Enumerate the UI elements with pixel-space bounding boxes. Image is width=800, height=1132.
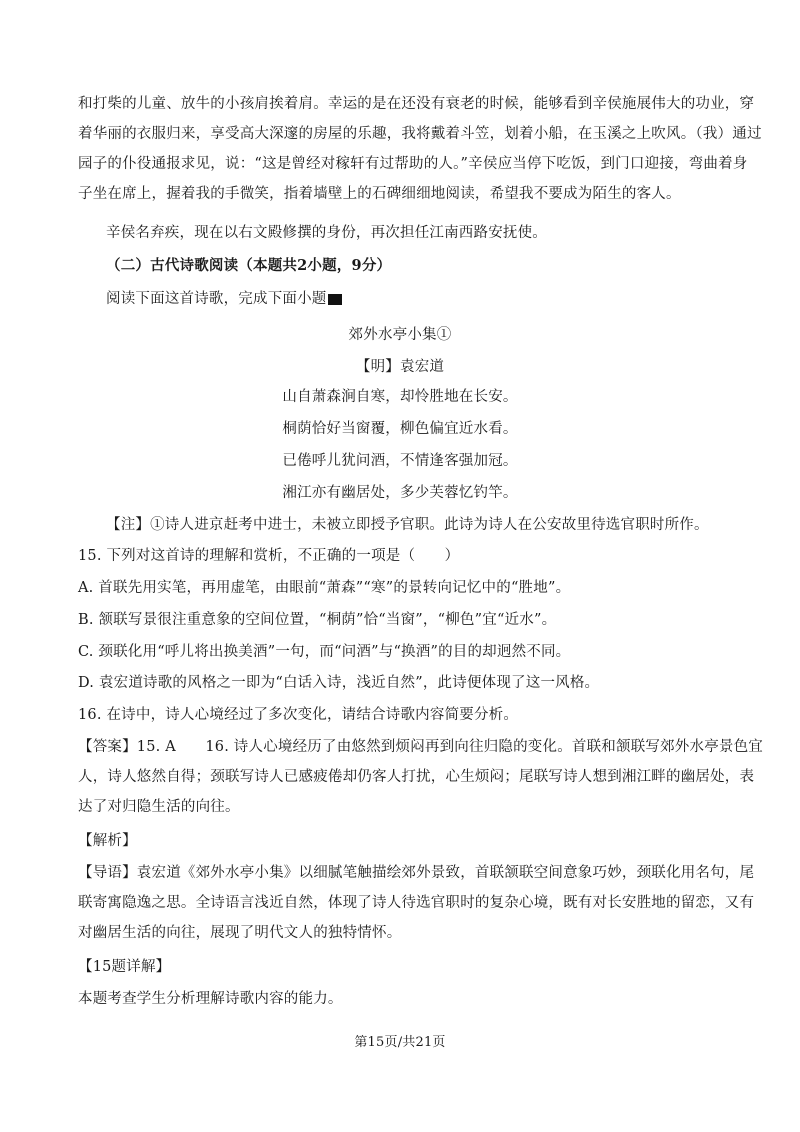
translation-note: 辛侯名弃疾，现在以右文殿修撰的身份，再次担任江南西路安抚使。 [106, 225, 547, 241]
intro-paragraph [78, 89, 762, 209]
guide-line: 对幽居生活的向往，展现了明代文人的独特情怀。 [78, 925, 402, 941]
detail-text: 本题考查学生分析理解诗歌内容的能力。 [78, 991, 343, 1007]
answer-line: 达了对归隐生活的向往。 [78, 799, 240, 815]
guide-block [78, 858, 755, 948]
poem-line: 桐荫恰好当窗覆，柳色偏宜近水看。 [282, 421, 518, 437]
analysis-label: 【解析】 [78, 833, 137, 849]
option-d: D. 袁宏道诗歌的风格之一即为“白话入诗，浅近自然”，此诗便体现了这一风格。 [78, 675, 600, 691]
text-line: 和打柴的儿童、放牛的小孩肩挨着肩。幸运的是在还没有衰老的时候，能够看到辛侯施展伟大的功业，穿 [78, 96, 755, 112]
text-line: 子坐在席上，握着我的手微笑，指着墙壁上的石碑细细地阅读，希望我不要成为陌生的客人。 [78, 186, 681, 202]
poem-title: 郊外水亭小集① [348, 327, 452, 343]
answer-line: 【答案】15. A 16. 诗人心境经历了由悠然到烦闷再到向往归隐的变化。首联和颔联写郊外水亭景色宜 [78, 739, 764, 755]
answer-block [78, 732, 764, 822]
text-line: 着华丽的衣服归来，享受高大深邃的房屋的乐趣，我将戴着斗笠，划着小船，在玉溪之上吹风。（我）通过 [78, 126, 762, 142]
question-15-stem: 15. 下列对这首诗的理解和赏析，不正确的一项是（ ） [78, 548, 460, 564]
option-b: B. 颔联写景很注重意象的空间位置，“桐荫”恰“当窗”，“柳色”宜“近水”。 [78, 612, 557, 628]
instruction: 阅读下面这首诗歌，完成下面小题 [78, 284, 756, 314]
poem-annotation: 【注】①诗人进京赶考中进士，未被立即授予官职。此诗为诗人在公安故里待选官职时所作。 [106, 517, 709, 533]
redaction-mark [328, 294, 342, 305]
section-heading: （二）古代诗歌阅读（本题共2小题，9分） [106, 257, 392, 274]
detail-label: 【15题详解】 [78, 959, 171, 975]
poem-line: 湘江亦有幽居处，多少芙蓉忆钓竿。 [282, 485, 518, 501]
answer-line: 人，诗人悠然自得；颈联写诗人已感疲倦却仍客人打扰，心生烦闷；尾联写诗人想到湘江畔的幽居处，表 [78, 769, 755, 785]
option-a: A. 首联先用实笔，再用虚笔，由眼前“萧森”“寒”的景转向记忆中的“胜地”。 [78, 580, 571, 596]
guide-line: 【导语】袁宏道《郊外水亭小集》以细腻笔触描绘郊外景致，首联颔联空间意象巧妙，颈联化用名句，尾 [78, 865, 755, 881]
text-line: 园子的仆役通报求见，说：“这是曾经对稼轩有过帮助的人。”辛侯应当停下吃饭，到门口迎接，弯曲着身 [78, 156, 748, 172]
question-16-stem: 16. 在诗中，诗人心境经过了多次变化，请结合诗歌内容简要分析。 [78, 707, 519, 723]
guide-line: 联寄寓隐逸之思。全诗语言浅近自然，体现了诗人待选官职时的复杂心境，既有对长安胜地的留恋，又有 [78, 895, 755, 911]
page-footer: 第15页/共21页 [354, 1035, 446, 1050]
poem-author: 【明】袁宏道 [355, 359, 445, 375]
poem-line: 山自萧森涧自寒，却怜胜地在长安。 [282, 389, 518, 405]
option-c: C. 颈联化用“呼儿将出换美酒”一句，而“问酒”与“换酒”的目的却迥然不同。 [78, 644, 571, 660]
poem-line: 已倦呼儿犹问酒，不情逢客强加冠。 [282, 453, 518, 469]
